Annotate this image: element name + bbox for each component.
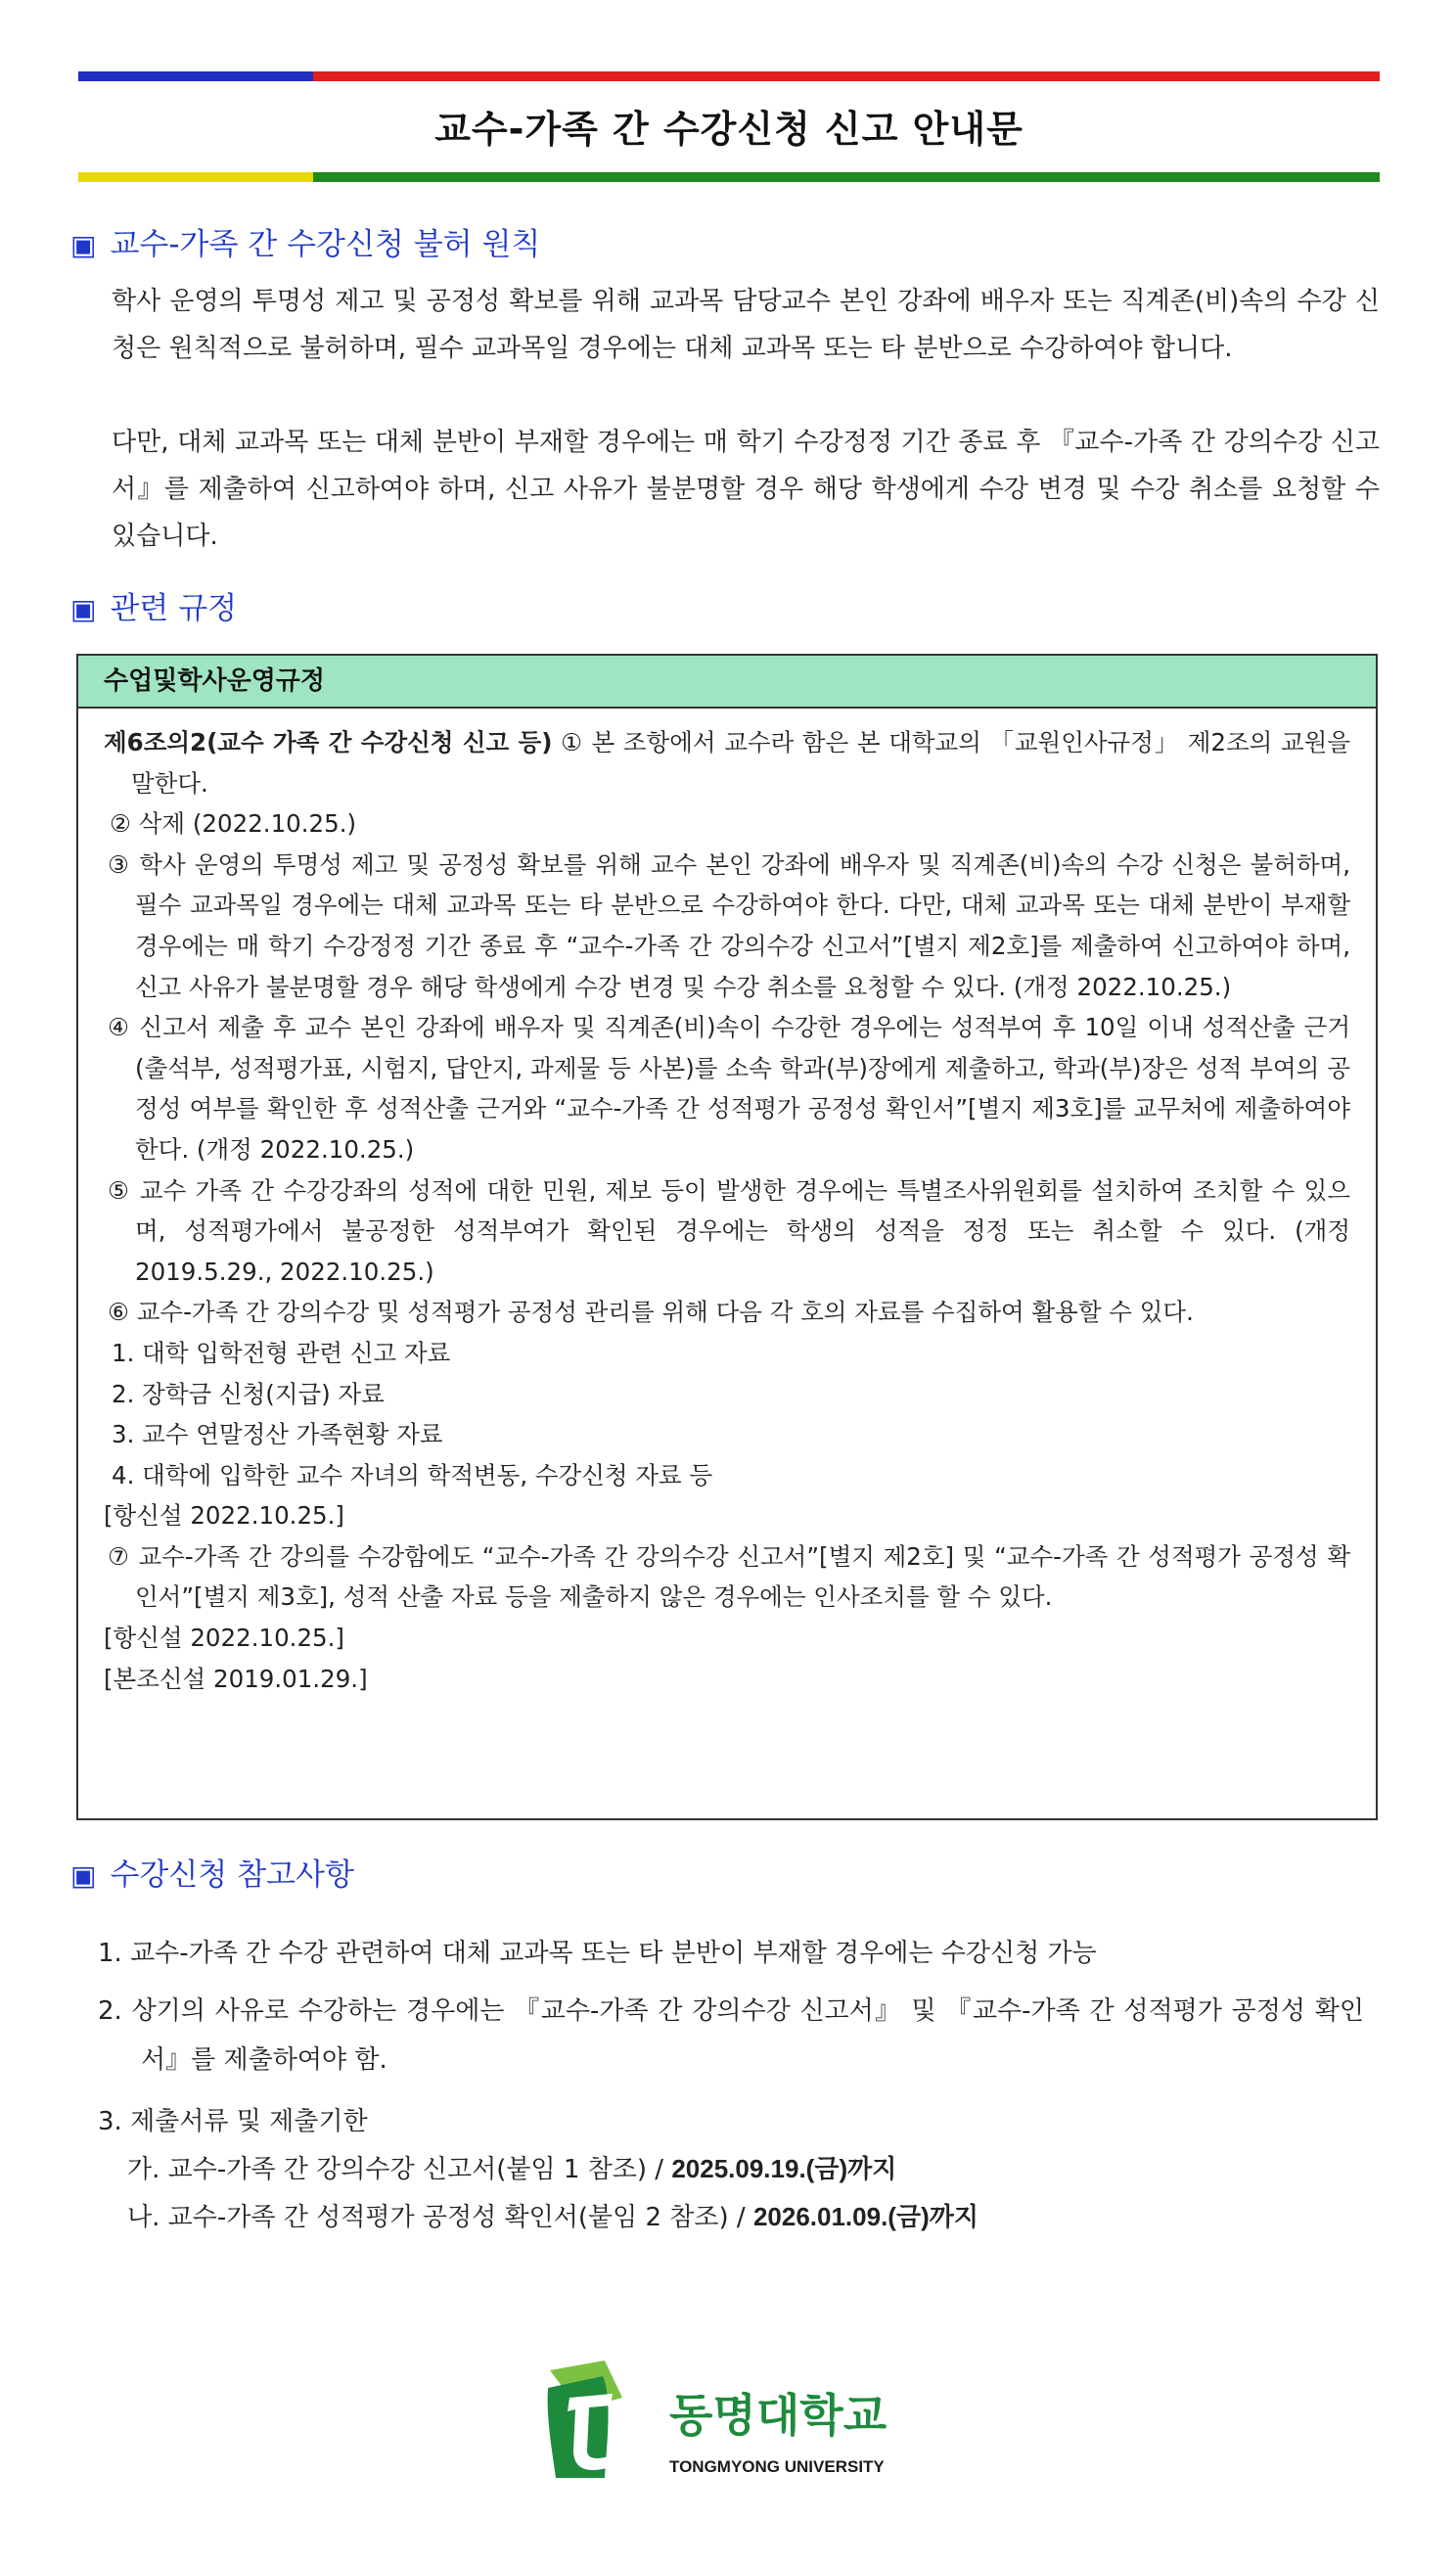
reference-list — [98, 1930, 1380, 2241]
logo-korean-name: 동명대학교 — [669, 2389, 887, 2442]
regulation-table-header: 수업및학사운영규정 — [78, 656, 1376, 709]
reference-item-3: 3. 제출서류 및 제출기한 — [98, 2107, 368, 2136]
section-heading-reference: ▣ 수강신청 참고사항 — [70, 1856, 354, 1896]
submission-item-b: 나. 교수-가족 간 성적평가 공정성 확인서(붙임 2 참조) / 2026.01.09.(금)까지 — [127, 2202, 978, 2232]
reference-item-2: 2. 상기의 사유로 수강하는 경우에는 『교수-가족 간 강의수강 신고서』 및 『교수-가족 간 성적평가 공정성 확인서』를 제출하여야 함. — [98, 1996, 1364, 2075]
article-6-2 — [104, 722, 1350, 803]
clause-2: ② 삭제 (2022.10.25.) — [110, 809, 357, 839]
header-bottom-bar — [78, 172, 1380, 182]
list-item: 1. 대학 입학전형 관련 신고 자료 — [112, 1338, 451, 1367]
list-item: 2. 장학금 신청(지급) 자료 — [112, 1379, 385, 1408]
list-item: 4. 대학에 입학한 교수 자녀의 학적변동, 수강신청 자료 등 — [112, 1460, 713, 1489]
amendment-note: [항신설 2022.10.25.] — [104, 1624, 344, 1653]
square-bullet-icon: ▣ — [70, 1859, 97, 1892]
reference-item-1: 1. 교수-가족 간 수강 관련하여 대체 교과목 또는 타 분반이 부재할 경우에는 수강신청 가능 — [98, 1939, 1097, 1968]
square-bullet-icon: ▣ — [70, 229, 97, 261]
clause-7: ⑦ 교수-가족 간 강의를 수강함에도 “교수-가족 간 강의수강 신고서”[별지 제2호] 및 “교수-가족 간 성적평가 공정성 확인서”[별지 제3호], 성적 산출 자료 등을 제출하지 않은 경우에는 인사조치를 할 수 있다. — [108, 1541, 1350, 1612]
university-logo — [544, 2359, 935, 2486]
article-title: 제6조의2(교수 가족 간 수강신청 신고 등) — [104, 728, 553, 756]
deadline-a: 2025.09.19.(금)까지 — [671, 2154, 897, 2183]
section-heading-regulation: ▣ 관련 규정 — [70, 589, 237, 629]
regulation-box — [76, 654, 1378, 1820]
list-item: 3. 교수 연말정산 가족현황 자료 — [112, 1420, 443, 1449]
amendment-note: [본조신설 2019.01.29.] — [104, 1664, 368, 1693]
logo-english-name: TONGMYONG UNIVERSITY — [669, 2457, 885, 2476]
clause-1: ① 본 조항에서 교수라 함은 본 대학교의 「교원인사규정」 제2조의 교원을 말한다. — [131, 728, 1351, 798]
principle-paragraph-1: 학사 운영의 투명성 제고 및 공정성 확보를 위해 교과목 담당교수 본인 강좌에 배우자 또는 직계존(비)속의 수강 신청은 원칙적으로 불허하며, 필수 교과목일 경우에는 대체 교과목 또는 타 분반으로 수강하여야 합니다. — [112, 287, 1380, 363]
section-heading-principle: ▣ 교수-가족 간 수강신청 불허 원칙 — [70, 225, 540, 265]
principle-paragraph-2: 다만, 대체 교과목 또는 대체 분반이 부재할 경우에는 매 학기 수강정정 기간 종료 후 『교수-가족 간 강의수강 신고서』를 제출하여 신고하여야 하며, 신고 사유가 불분명할 경우 해당 학생에게 수강 변경 및 수강 취소를 요청할 수 있습니다. — [112, 428, 1380, 551]
deadline-b: 2026.01.09.(금)까지 — [752, 2202, 978, 2231]
regulation-body — [78, 709, 1376, 1699]
page-title: 교수-가족 간 수강신청 신고 안내문 — [434, 108, 1024, 151]
clause-5: ⑤ 교수 가족 간 수강강좌의 성적에 대한 민원, 제보 등이 발생한 경우에는 특별조사위원회를 설치하여 조치할 수 있으며, 성적평가에서 불공정한 성적부여가 확인된 경우에는 학생의 성적을 정정 또는 취소할 수 있다. (개정 2019.5.29., 2022.10.25.) — [108, 1175, 1350, 1286]
amendment-note: [항신설 2022.10.25.] — [104, 1501, 344, 1531]
header-top-bar — [78, 71, 1380, 81]
submission-item-a: 가. 교수-가족 간 강의수강 신고서(붙임 1 참조) / 2025.09.19.(금)까지 — [127, 2154, 897, 2184]
square-bullet-icon: ▣ — [70, 593, 97, 625]
clause-6: ⑥ 교수-가족 간 강의수강 및 성적평가 공정성 관리를 위해 다음 각 호의 자료를 수집하여 활용할 수 있다. — [108, 1298, 1194, 1327]
clause-4: ④ 신고서 제출 후 교수 본인 강좌에 배우자 및 직계존(비)속이 수강한 경우에는 성적부여 후 10일 이내 성적산출 근거(출석부, 성적평가표, 시험지, 답안지, 과제물 등 사본)를 소속 학과(부)장에게 제출하고, 학과(부)장은 성적 부여의 공정성 여부를 확인한 후 성적산출 근거와 “교수-가족 간 성적평가 공정성 확인서”[별지 제3호]를 교무처에 제출하여야 한다. (개정 2022.10.25.) — [108, 1013, 1350, 1164]
clause-3: ③ 학사 운영의 투명성 제고 및 공정성 확보를 위해 교수 본인 강좌에 배우자 및 직계존(비)속의 수강 신청은 불허하며, 필수 교과목일 경우에는 대체 교과목 또는 타 분반으로 수강하여야 한다. 다만, 대체 교과목 또는 대체 분반이 부재할 경우에는 매 학기 수강정정 기간 종료 후 “교수-가족 간 강의수강 신고서”[별지 제2호]를 제출하여 신고하여야 하며, 신고 사유가 불분명할 경우 해당 학생에게 수강 변경 및 수강 취소를 요청할 수 있다. (개정 2022.10.25.) — [108, 849, 1350, 1001]
